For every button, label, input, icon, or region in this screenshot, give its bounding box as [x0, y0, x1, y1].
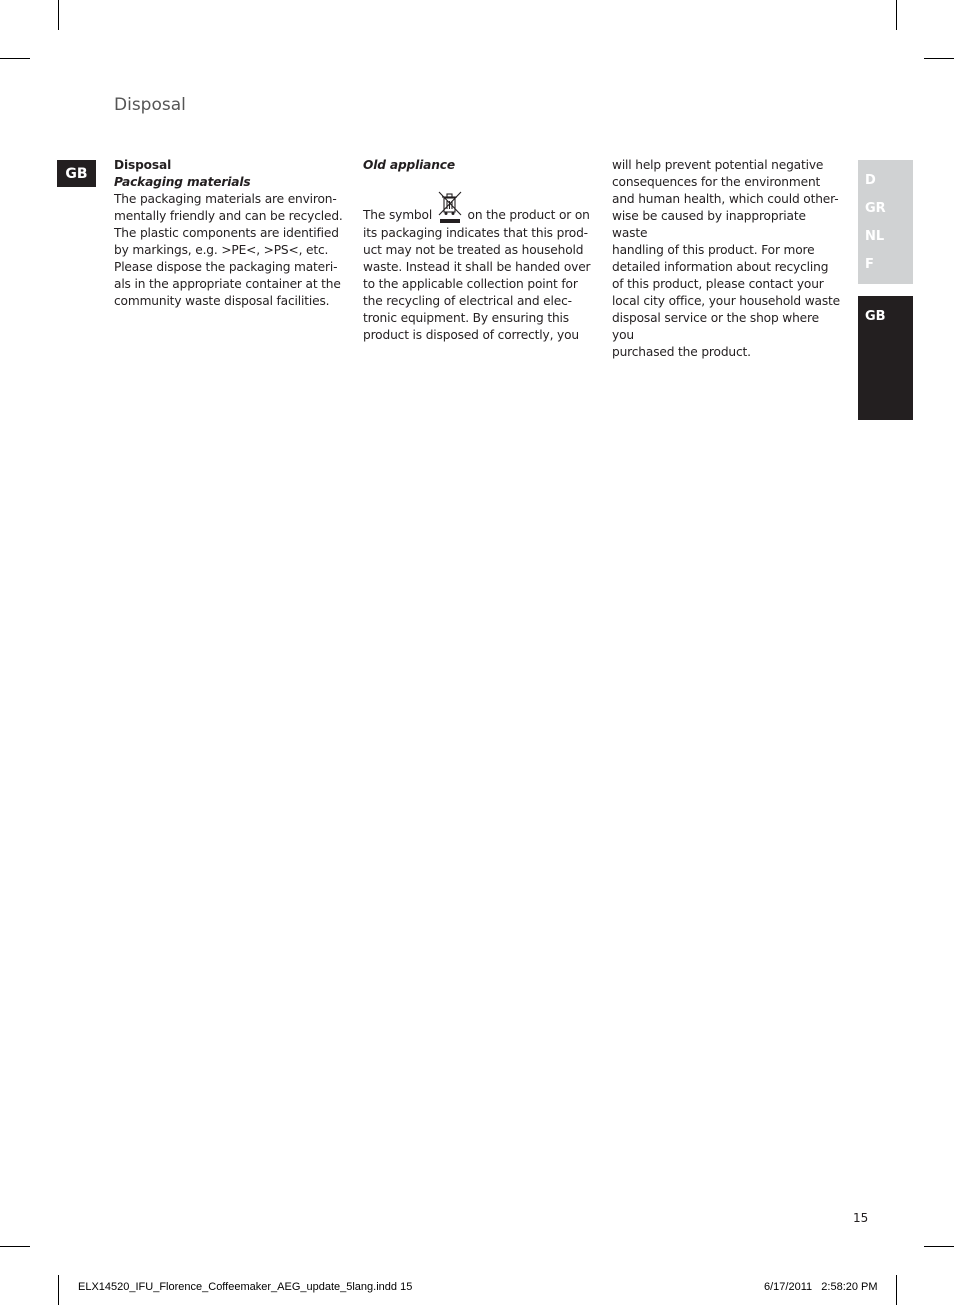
body-line: community waste disposal facilities.: [114, 294, 330, 308]
crop-mark: [924, 58, 954, 59]
section-heading: Disposal: [114, 158, 172, 172]
language-tab-gr[interactable]: GR: [865, 201, 886, 216]
body-line: purchased the product.: [612, 345, 751, 359]
body-line: als in the appropriate container at the: [114, 277, 341, 291]
body-line: mentally friendly and can be recycled.: [114, 209, 343, 223]
section-subheading: Packaging materials: [114, 175, 251, 189]
language-badge: GB: [57, 160, 96, 187]
section-subheading: Old appliance: [363, 158, 455, 172]
body-line: waste. Instead it shall be handed over: [363, 260, 591, 274]
body-line-with-symbol: [363, 191, 593, 225]
column-continued: [612, 157, 842, 361]
body-line: consequences for the environment: [612, 175, 821, 189]
body-line: The plastic components are identified: [114, 226, 339, 240]
body-line: the recycling of electrical and elec-: [363, 294, 572, 308]
body-line: local city office, your household waste: [612, 294, 841, 308]
footer-filename: ELX14520_IFU_Florence_Coffeemaker_AEG_update_5lang.indd 15: [78, 1281, 413, 1293]
page-title: Disposal: [114, 95, 186, 115]
column-old-appliance: [363, 157, 593, 344]
crop-mark: [58, 1275, 59, 1305]
language-tab-gb: GB: [865, 309, 886, 324]
body-line: will help prevent potential negative: [612, 158, 824, 172]
body-line: product is disposed of correctly, you: [363, 328, 579, 342]
body-line: and human health, which could other-: [612, 192, 839, 206]
crop-mark: [0, 1246, 30, 1247]
crop-mark: [896, 1275, 897, 1305]
body-line: disposal service or the shop where you: [612, 311, 819, 342]
crop-mark: [924, 1246, 954, 1247]
body-line: detailed information about recycling: [612, 260, 829, 274]
crop-mark: [896, 0, 897, 30]
body-line: Please dispose the packaging materi-: [114, 260, 338, 274]
language-tabs-inactive: [858, 160, 913, 284]
body-line: of this product, please contact your: [612, 277, 824, 291]
language-tab-active[interactable]: [858, 296, 913, 420]
body-line: The packaging materials are environ-: [114, 192, 337, 206]
column-packaging: [114, 157, 344, 310]
body-line: to the applicable collection point for: [363, 277, 578, 291]
language-tab-nl[interactable]: NL: [865, 229, 885, 244]
body-line: handling of this product. For more: [612, 243, 815, 257]
crossed-out-wheelie-bin-icon: [437, 190, 463, 224]
body-line: tronic equipment. By ensuring this: [363, 311, 569, 325]
footer-timestamp: 6/17/2011 2:58:20 PM: [764, 1281, 878, 1293]
body-line: wise be caused by inappropriate waste: [612, 209, 806, 240]
language-tab-f[interactable]: F: [865, 257, 874, 272]
body-line: uct may not be treated as household: [363, 243, 584, 257]
body-text: The symbol: [363, 208, 433, 222]
body-text: on the product or on: [467, 208, 590, 222]
language-tab-d[interactable]: D: [865, 173, 876, 188]
crop-mark: [58, 0, 59, 30]
body-line: its packaging indicates that this prod-: [363, 226, 588, 240]
crop-mark: [0, 58, 30, 59]
body-line: by markings, e.g. >PE<, >PS<, etc.: [114, 243, 329, 257]
page-number: 15: [853, 1211, 869, 1225]
